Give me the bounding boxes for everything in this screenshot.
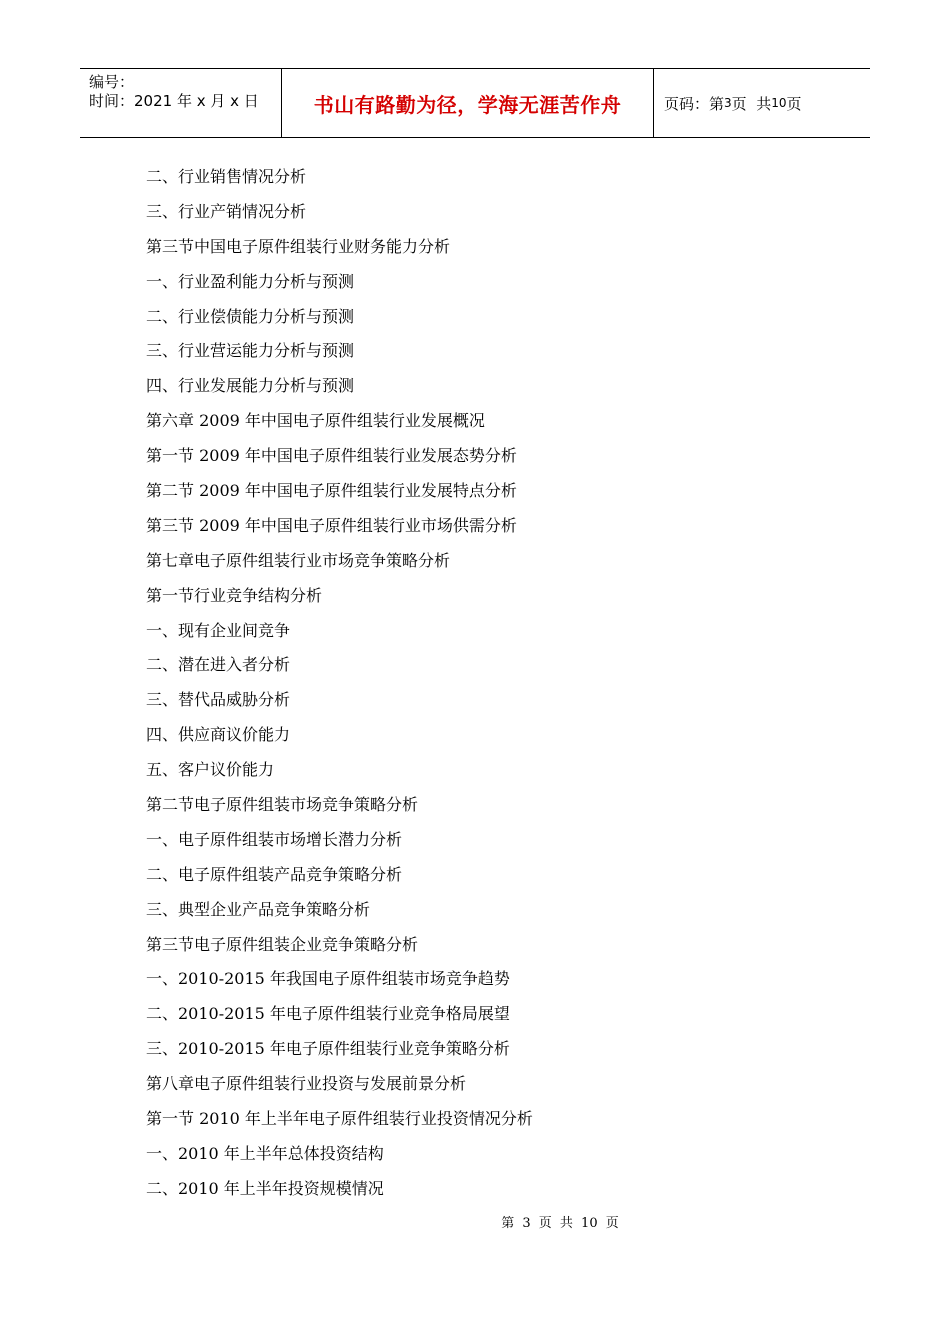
toc-line: 二、行业偿债能力分析与预测 <box>146 306 355 326</box>
page-header <box>80 68 870 138</box>
toc-line: 第三节电子原件组装企业竞争策略分析 <box>146 934 419 954</box>
time-row <box>89 92 281 111</box>
toc-line: 一、2010-2015 年我国电子原件组装市场竞争趋势 <box>146 969 510 989</box>
time-label: 时间： <box>89 92 135 110</box>
toc-line: 三、行业产销情况分析 <box>146 201 307 221</box>
time-value: 2021 年 x 月 x 日 <box>134 92 259 110</box>
page-label: 页码： <box>664 94 710 113</box>
toc-line: 四、供应商议价能力 <box>146 725 291 745</box>
header-motto: 书山有路勤为径，学海无涯苦作舟 <box>282 69 654 137</box>
toc-line: 第二节 2009 年中国电子原件组装行业发展特点分析 <box>146 481 517 501</box>
code-label: 编号： <box>89 73 135 91</box>
toc-line: 一、行业盈利能力分析与预测 <box>146 271 355 291</box>
toc-line: 一、电子原件组装市场增长潜力分析 <box>146 829 403 849</box>
toc-line: 第六章 2009 年中国电子原件组装行业发展概况 <box>146 411 485 431</box>
toc-line: 三、替代品威胁分析 <box>146 690 291 710</box>
toc-line: 三、行业营运能力分析与预测 <box>146 341 355 361</box>
toc-line: 第八章电子原件组装行业投资与发展前景分析 <box>146 1074 467 1094</box>
toc-line: 第七章电子原件组装行业市场竞争策略分析 <box>146 550 451 570</box>
toc-line: 第一节行业竞争结构分析 <box>146 585 323 605</box>
toc-line: 二、潜在进入者分析 <box>146 655 291 675</box>
page-text-mid: 页 共 <box>731 94 772 113</box>
toc-line: 三、2010-2015 年电子原件组装行业竞争策略分析 <box>146 1039 510 1059</box>
toc-content <box>146 160 846 1207</box>
page-text-post: 页 <box>786 94 802 113</box>
toc-line: 二、2010-2015 年电子原件组装行业竞争格局展望 <box>146 1004 510 1024</box>
toc-line: 第三节中国电子原件组装行业财务能力分析 <box>146 236 451 256</box>
header-meta-cell <box>80 69 282 137</box>
toc-line: 第三节 2009 年中国电子原件组装行业市场供需分析 <box>146 515 517 535</box>
page-text-pre: 第 <box>709 94 725 113</box>
page-total: 10 <box>771 96 787 110</box>
toc-line: 一、2010 年上半年总体投资结构 <box>146 1143 384 1163</box>
header-page-cell <box>654 69 870 137</box>
toc-line: 第一节 2010 年上半年电子原件组装行业投资情况分析 <box>146 1109 533 1129</box>
toc-line: 第一节 2009 年中国电子原件组装行业发展态势分析 <box>146 446 517 466</box>
toc-line: 四、行业发展能力分析与预测 <box>146 376 355 396</box>
page-footer: 第 3 页 共 10 页 <box>501 1216 619 1231</box>
toc-line: 二、2010 年上半年投资规模情况 <box>146 1178 384 1198</box>
toc-line: 三、典型企业产品竞争策略分析 <box>146 899 371 919</box>
toc-line: 五、客户议价能力 <box>146 760 275 780</box>
toc-line: 二、行业销售情况分析 <box>146 167 307 186</box>
toc-line: 二、电子原件组装产品竞争策略分析 <box>146 864 403 884</box>
page-number: 3 <box>724 96 732 110</box>
toc-line: 一、现有企业间竞争 <box>146 620 291 640</box>
toc-line: 第二节电子原件组装市场竞争策略分析 <box>146 795 419 815</box>
